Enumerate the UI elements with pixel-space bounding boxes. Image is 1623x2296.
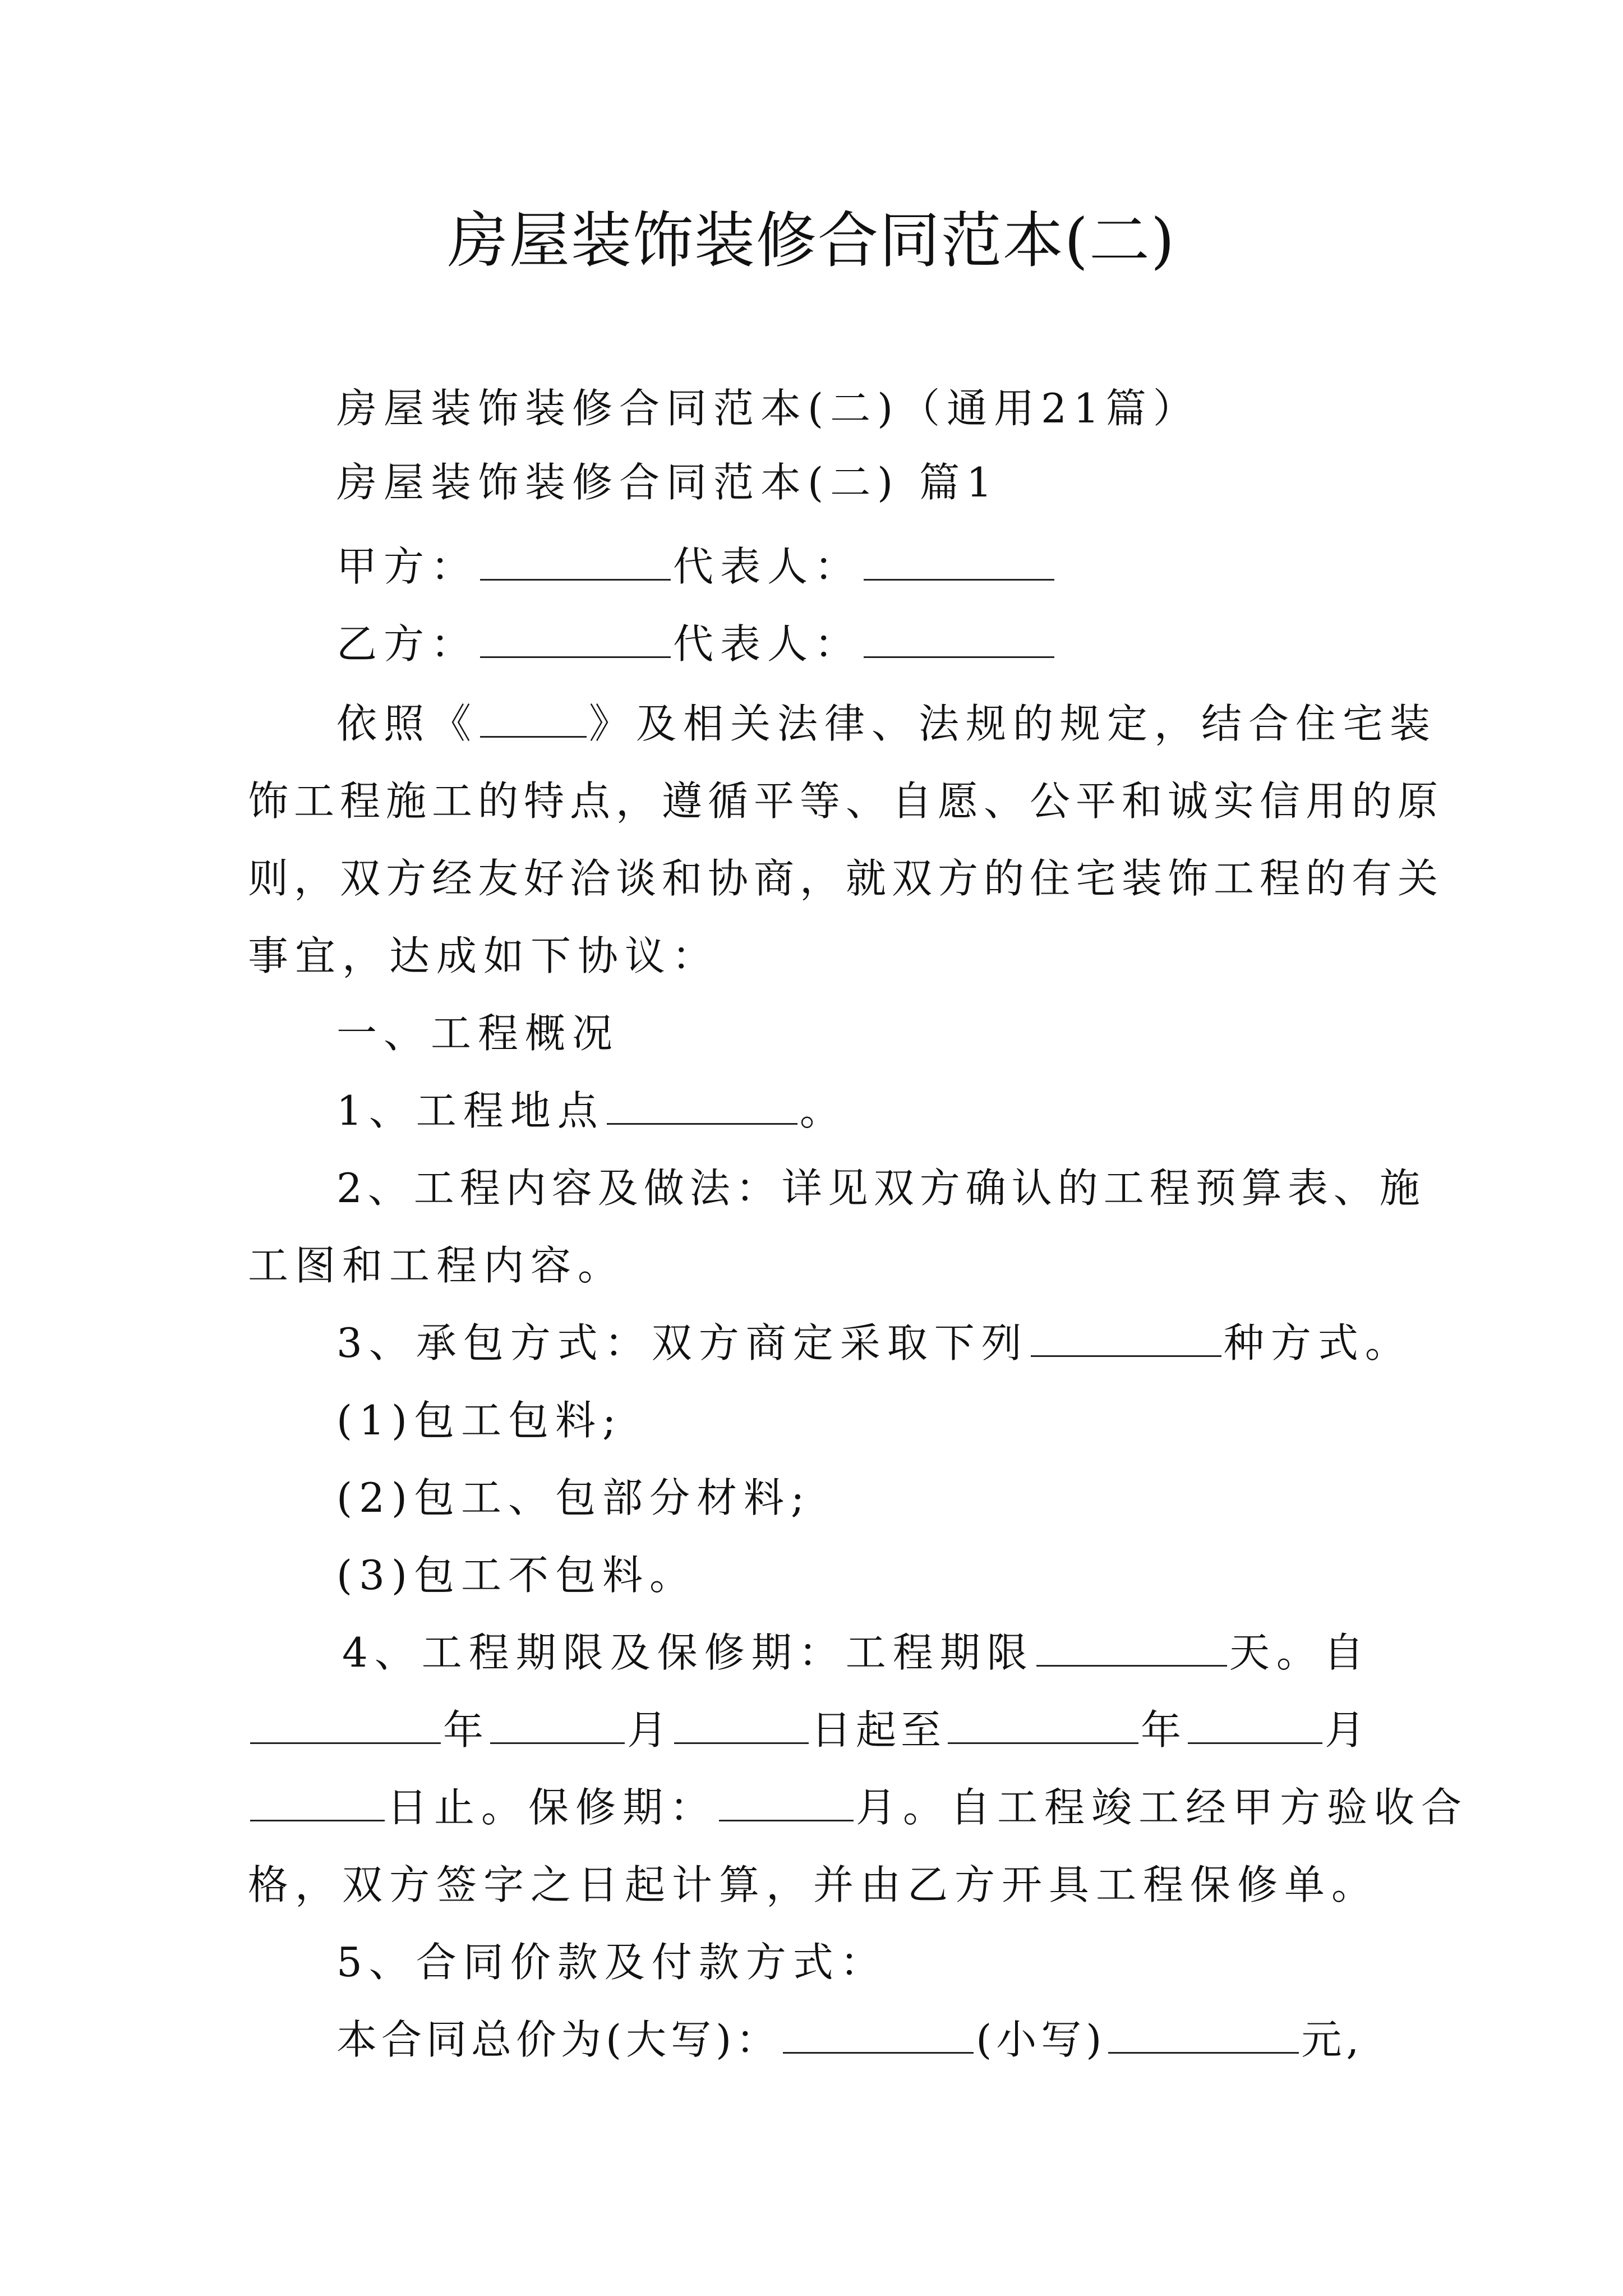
start-month-blank: [490, 1703, 625, 1744]
item-4-text: 年: [443, 1706, 488, 1754]
party-b-rep-label: 代表人：: [673, 620, 862, 668]
option-2: (2)包工、包部分材料;: [336, 1474, 811, 1521]
item-4-text: 天。自: [1229, 1629, 1371, 1676]
item-4-line-1: [342, 1625, 1371, 1681]
item-4-text: 月: [627, 1706, 672, 1754]
price-line: [336, 2012, 1363, 2068]
party-b-blank: [480, 617, 671, 658]
party-a-label: 甲方：: [336, 543, 478, 590]
item-1: [336, 1083, 847, 1139]
item-3: [336, 1315, 1412, 1371]
item-4-text: 日止。保修期：: [387, 1784, 717, 1831]
document-title: 房屋装饰装修合同范本(二): [447, 206, 1176, 276]
start-year-blank: [250, 1703, 441, 1744]
option-1: (1)包工包料;: [336, 1397, 623, 1444]
party-a-blank: [480, 540, 671, 581]
party-b-label: 乙方：: [336, 620, 478, 668]
law-name-blank: [480, 697, 587, 738]
end-year-blank: [948, 1703, 1138, 1744]
document-subtitle: 房屋装饰装修合同范本(二)（通用21篇）: [336, 385, 1200, 432]
item-4-text: 4、工程期限及保修期：工程期限: [342, 1629, 1034, 1676]
item-4-line-4: 格，双方签字之日起计算，并由乙方开具工程保修单。: [248, 1861, 1379, 1908]
option-3: (3)包工不包料。: [336, 1552, 697, 1599]
intro-text: 》及相关法律、法规的规定，结合住宅装: [589, 700, 1437, 747]
item-4-text: 月: [1325, 1706, 1370, 1754]
item-4-text: 月。自工程竣工经甲方验收合: [856, 1784, 1469, 1831]
item-2-line-2: 工图和工程内容。: [248, 1242, 625, 1289]
intro-line-3: 则，双方经友好洽谈和协商，就双方的住宅装饰工程的有关: [248, 855, 1444, 902]
price-lowercase-blank: [1108, 2013, 1299, 2054]
warranty-blank: [719, 1780, 854, 1821]
item-3-end: 种方式。: [1223, 1319, 1412, 1366]
price-unit: 元,: [1301, 2016, 1364, 2063]
price-uppercase-blank: [783, 2013, 974, 2054]
end-day-blank: [250, 1780, 385, 1821]
party-a-rep-blank: [864, 540, 1054, 581]
item-5-heading: 5、合同价款及付款方式：: [336, 1939, 887, 1986]
party-b-rep-blank: [864, 617, 1054, 658]
intro-line-1: [336, 696, 1437, 752]
intro-text: 依照《: [336, 700, 478, 747]
section-1-heading: 一、工程概况: [336, 1010, 620, 1057]
part-heading: 房屋装饰装修合同范本(二) 篇1: [336, 459, 999, 506]
price-label: 本合同总价为(大写)：: [336, 2016, 781, 2063]
end-month-blank: [1188, 1703, 1322, 1744]
item-3-text: 3、承包方式：双方商定采取下列: [336, 1319, 1029, 1366]
item-1-text: 1、工程地点: [336, 1087, 605, 1134]
party-a-rep-label: 代表人：: [673, 543, 862, 590]
item-4-line-3: [248, 1779, 1468, 1835]
party-b-line: [336, 616, 1057, 672]
item-4-text: 日起至: [811, 1706, 946, 1754]
item-4-text: 年: [1141, 1706, 1186, 1754]
intro-line-4: 事宜，达成如下协议：: [248, 932, 720, 979]
item-2-line-1: 2、工程内容及做法：详见双方确认的工程预算表、施: [336, 1165, 1426, 1212]
item-1-end: 。: [799, 1087, 847, 1134]
location-blank: [607, 1084, 797, 1125]
intro-line-2: 饰工程施工的特点，遵循平等、自愿、公平和诚实信用的原: [248, 777, 1444, 825]
duration-blank: [1036, 1626, 1227, 1667]
price-small-label: (小写): [976, 2016, 1106, 2063]
item-4-line-2: [248, 1702, 1370, 1758]
method-blank: [1031, 1316, 1221, 1357]
start-day-blank: [674, 1703, 809, 1744]
party-a-line: [336, 539, 1057, 595]
